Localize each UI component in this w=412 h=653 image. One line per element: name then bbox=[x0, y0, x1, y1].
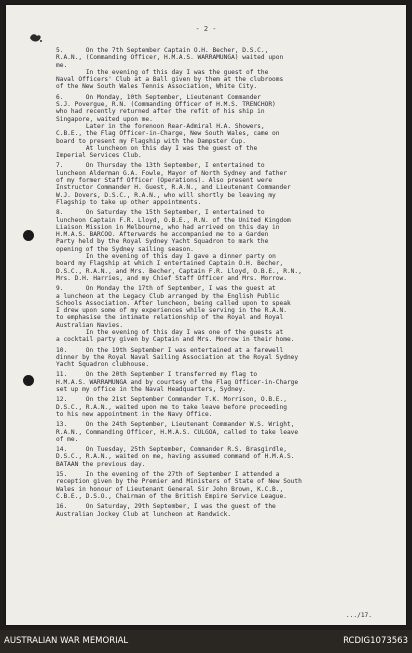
paragraph-5: 5. On the 7th September Captain O.H. Becher, D.S.C., R.A.N., (Commanding Officer, H.M.A.S. WARRAMUNGA) waited upon me. In the evening of this day I was the guest of the Naval Officers' Club at a Ball given by them at the clubrooms of the New South Wales Tennis Association, White City. bbox=[56, 47, 284, 91]
caption-bar bbox=[0, 630, 412, 653]
paragraph-15: 15. In the evening of the 27th of September I attended a reception given by the Premier and Ministers of State of New South Wales in honour of Lieutenant General Sir John Brown, K.C.B., C.B.E., D.S.O., Chairman of the British Empire Service League. bbox=[56, 471, 302, 500]
paragraph-14: 14. On Tuesday, 25th September, Commander R.S. Brasgirdle, D.S.C., R.A.N., waited on me, having assumed command of H.M.A.S. BATAAN the previous day. bbox=[56, 446, 295, 468]
punch-hole-top bbox=[23, 230, 34, 241]
paragraph-8: 8. On Saturday the 15th September, I entertained to luncheon Captain F.R. Lloyd, O.B.E., R.N. of the United Kingdom Liaison Mission in Melbourne, who had arrived on this day in H.M.A.S. BARCOO. Afterwards he accompanied me to a Garden Party held by the Royal Sydney Yacht Squadron to mark the opening of the Sydney sailing season. In the evening of this day I gave a dinner party on board my Flagship at which I entertained Captain O.H. Becher, D.S.C., R.A.N., and Mrs. Becher, Captain F.R. Lloyd, O.B.E., R.N., Mrs. D.H. Harries, and my Chief Staff Officer and Mrs. Morrow. bbox=[56, 209, 302, 282]
paragraph-11: 11. On the 20th September I transferred my flag to H.M.A.S. WARRAMUNGA and by courtesy of the Flag Officer-in-Charge set up my office in the Naval Headquarters, Sydney. bbox=[56, 371, 299, 394]
paragraph-16: 16. On Saturday, 29th September, I was the guest of the Australian Jockey Club at luncheon at Randwick. bbox=[56, 503, 276, 518]
punch-hole-bottom bbox=[23, 375, 34, 386]
record-id: RCDIG1073563 bbox=[343, 636, 408, 646]
continuation-marker: .../17. bbox=[345, 612, 372, 619]
paragraph-13: 13. On the 24th September, Lieutenant Commander W.S. Wright, R.A.N., Commanding Officer, H.M.A.S. CULGOA, called to take leave of me. bbox=[56, 421, 299, 443]
paragraph-6: 6. On Monday, 10th September, Lieutenant Commander S.J. Povergue, R.N. (Commanding Officer of H.M.S. TRENCHOR) who had recently returned after the refit of his ship in Singapore, waited upon me. Later in the forenoon Rear-Admiral H.A. Showers, C.B.E., the Flag Officer-in-Charge, New South Wales, came on board to present my Flagship with the Dampster Cup. At luncheon on this day I was the guest of the Imperial Services Club. bbox=[56, 93, 280, 160]
paragraph-10: 10. On the 19th September I was entertained at a farewell dinner by the Royal Naval Sailing Association at the Royal Sydney Yacht Squadron clubhouse. bbox=[56, 346, 299, 369]
paragraph-7: 7. On Thursday the 13th September, I entertained to luncheon Alderman G.A. Fowle, Mayor of North Sydney and father of my former Staff Officer (Operations). Also present were Instructor Commander H. Guest, R.A.N., and Lieutenant Commander W.J. Dovers, D.S.C., R.A.N., who will shortly be leaving my Flagship to take up other appointments. bbox=[56, 162, 291, 206]
ink-blot bbox=[28, 32, 44, 44]
document-page bbox=[6, 5, 406, 625]
page-number: - 2 - bbox=[195, 25, 217, 33]
document-body bbox=[56, 47, 392, 521]
paragraph-12: 12. On the 21st September Commander T.K. Morrison, O.B.E., D.S.C., R.A.N., waited upon me to take leave before proceeding to his new appointment in the Navy Office. bbox=[56, 396, 287, 418]
archive-name: AUSTRALIAN WAR MEMORIAL bbox=[4, 636, 129, 646]
paragraph-9: 9. On Monday the 17th of September, I was the guest at a luncheon at the Legacy Club arranged by the English Public Schools Association. After luncheon, being called upon to speak I drew upon some of my experiences while serving in the R.A.N. to emphasise the intimate relationship of the Royal and Royal Australian Navies. In the evening of this day I was one of the guests at a cocktail party given by Captain and Mrs. Morrow in their home. bbox=[56, 285, 295, 344]
